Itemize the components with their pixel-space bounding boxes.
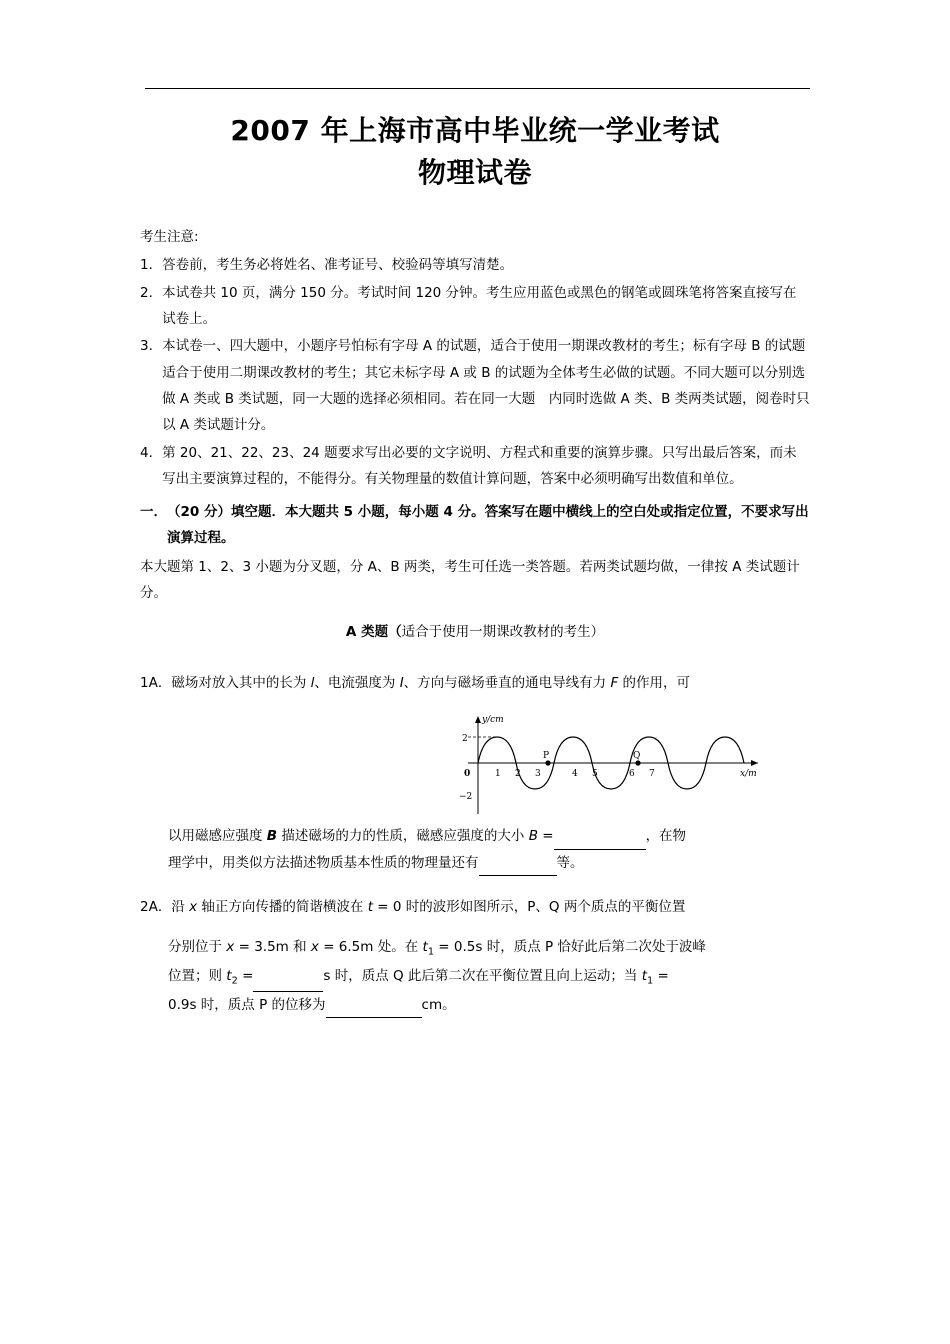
q1-text-p2b: 描述磁场的力的性质，磁感应强度的大小 <box>277 828 529 845</box>
title-block <box>140 0 810 194</box>
q1-text-p2d: ，在物 <box>645 828 687 845</box>
q1-text-p2c: = <box>537 828 554 845</box>
x-tick-2: 2 <box>515 769 521 780</box>
x-tick-7: 7 <box>649 769 655 780</box>
q2-sub-1: 1 <box>427 946 434 958</box>
point-p-marker <box>545 761 550 766</box>
notice-item-text: 本试卷一、四大题中，小题序号怕标有字母 A 的试题，适合于使用一期课改教材的考生；标有字母 B 的试题适合于使用二期课改教材的考生；其它未标字母 A 或 B 的试题为全体考生必做的试题。不同大题可以分别选做 A 类或 B 类试题，同一大题的选择必须相同。若在同一大题 内同时选做 A 类、B 类两类试题，阅卷时只以 A 类试题计分。 <box>162 338 810 434</box>
q2-l4b: cm。 <box>421 996 456 1013</box>
q1-blank-2[interactable] <box>479 862 557 876</box>
q2-sub-1b: 1 <box>647 975 654 987</box>
q2-var-x1: x <box>226 939 235 956</box>
point-q-label: Q <box>633 751 641 762</box>
question-1a-index: 1A． <box>140 675 172 692</box>
q2-var-t1b: t <box>641 967 648 984</box>
q2-blank-1[interactable] <box>253 978 323 992</box>
section-one-text: （20 分）填空题．本大题共 5 小题，每小题 4 分。答案写在题中横线上的空白处或指定位置，不要求写出演算过程。 <box>167 504 809 547</box>
q1-var-l: l <box>310 675 315 692</box>
y-axis-arrow <box>475 716 481 723</box>
x-axis-arrow <box>751 760 758 766</box>
question-1a-line-1 <box>171 670 810 696</box>
category-a-title-bold: A 类题（ <box>345 624 402 641</box>
q2-var-t: t <box>367 898 374 915</box>
notice-item-index: 4． <box>140 444 163 461</box>
y-tick-neg2: −2 <box>459 792 473 803</box>
q2-l3c: s 时，质点 Q 此后第二次在平衡位置且向上运动；当 <box>323 967 642 984</box>
q2-var-x: x <box>189 898 198 915</box>
wave-figure <box>440 706 770 821</box>
origin-label: 0 <box>464 769 471 780</box>
notice-heading: 考生注意: <box>140 229 199 245</box>
q2-l4a: 0.9s 时，质点 P 的位移为 <box>168 996 326 1013</box>
notice-item <box>140 333 810 438</box>
notice-item-text: 本试卷共 10 页，满分 150 分。考试时间 120 分钟。考生应用蓝色或黑色的钢笔或圆珠笔将答案直接写在试卷上。 <box>162 284 797 327</box>
q2-text-s3: = 0 时的波形如图所示，P、Q 两个质点的平衡位置 <box>373 898 686 915</box>
q1-var-B-bold: B <box>266 828 278 845</box>
notice-item <box>140 252 810 278</box>
notice-item <box>140 280 810 333</box>
notice-item-index: 1． <box>140 257 163 274</box>
question-2a-line-1 <box>171 894 810 920</box>
category-a-title <box>140 620 810 646</box>
q2-text-s1: 沿 <box>171 898 190 915</box>
page-title-line-2: 物理试卷 <box>417 156 532 189</box>
q2-var-x2: x <box>310 939 319 956</box>
q2-l3d: = <box>653 967 669 984</box>
q1-text-p2a: 以用磁感应强度 <box>168 828 267 845</box>
q1-text-b: 、电流强度为 <box>314 675 400 692</box>
q2-text-s2: 轴正方向传播的简谐横波在 <box>197 898 368 915</box>
notice-item-index: 3． <box>140 338 163 355</box>
x-tick-6: 6 <box>629 769 635 780</box>
q2-l2a: 分别位于 <box>168 939 227 956</box>
q2-var-t2: t <box>226 967 232 984</box>
q1-text-c: 、方向与磁场垂直的通电导线有力 <box>403 675 611 692</box>
page-title-line-1: 2007 年上海市高中毕业统一学业考试 <box>230 114 720 147</box>
point-p-label: P <box>543 751 550 762</box>
question-2a-index: 2A． <box>140 898 172 915</box>
q1-blank-1[interactable] <box>554 836 646 850</box>
question-2a-line-2 <box>168 934 810 963</box>
q2-l2d: = 0.5s 时，质点 P 恰好此后第二次处于波峰 <box>434 939 706 956</box>
q2-l3b: = <box>237 967 254 984</box>
notice-item-text: 第 20、21、22、23、24 题要求写出必要的文字说明、方程式和重要的演算步骤。只写出最后答案，而未写出主要演算过程的，不能得分。有关物理量的数值计算问题，答案中必须明确写出数值和单位。 <box>162 444 797 487</box>
q2-l2b: = 3.5m 和 <box>234 939 311 956</box>
notice-item <box>140 440 810 493</box>
notice-section <box>140 224 810 492</box>
x-tick-3: 3 <box>535 769 541 780</box>
point-q-marker <box>635 761 640 766</box>
q2-sub-2: 2 <box>231 975 238 987</box>
section-one-note: 本大题第 1、2、3 小题为分叉题，分 A、B 两类，考生可任选一类答题。若两类试题均做，一律按 A 类试题计分。 <box>140 558 800 602</box>
question-2a <box>140 894 810 920</box>
q2-var-t1: t <box>422 939 428 956</box>
question-1a-continued <box>140 823 810 876</box>
notice-item-text: 答卷前，考生务必将姓名、准考证号、校验码等填写清楚。 <box>162 257 514 274</box>
x-tick-1: 1 <box>495 769 501 780</box>
q1-text-p3a: 理学中，用类似方法描述物质基本性质的物理量还有 <box>168 854 479 871</box>
y-tick-2: 2 <box>462 734 468 745</box>
notice-item-index: 2． <box>140 284 163 301</box>
x-tick-5: 5 <box>592 769 598 780</box>
category-a-title-rest: 适合于使用一期课改教材的考生） <box>401 624 605 641</box>
q1-text-a: 磁场对放入其中的长为 <box>171 675 311 692</box>
q2-l2c: = 6.5m 处。在 <box>318 939 423 956</box>
x-tick-4: 4 <box>572 769 578 780</box>
q1-var-I: I <box>399 675 404 692</box>
q1-text-d: 的作用，可 <box>618 675 691 692</box>
wave-graph-svg <box>440 706 770 821</box>
q2-l3a: 位置；则 <box>168 967 227 984</box>
question-2a-line-3 <box>168 963 810 992</box>
q1-var-B: B <box>528 828 538 845</box>
question-1a <box>140 670 810 696</box>
q1-text-p3b: 等。 <box>556 854 584 871</box>
q1-var-F: F <box>610 675 619 692</box>
section-one-index: 一． <box>140 504 167 521</box>
y-axis-label: y/cm <box>482 715 504 726</box>
header-rule <box>145 88 810 89</box>
question-2a-line-4 <box>168 992 810 1018</box>
q2-blank-2[interactable] <box>326 1004 422 1018</box>
x-axis-label: x/m <box>740 769 757 780</box>
question-2a-body <box>140 934 810 1018</box>
section-one-heading <box>140 499 810 552</box>
